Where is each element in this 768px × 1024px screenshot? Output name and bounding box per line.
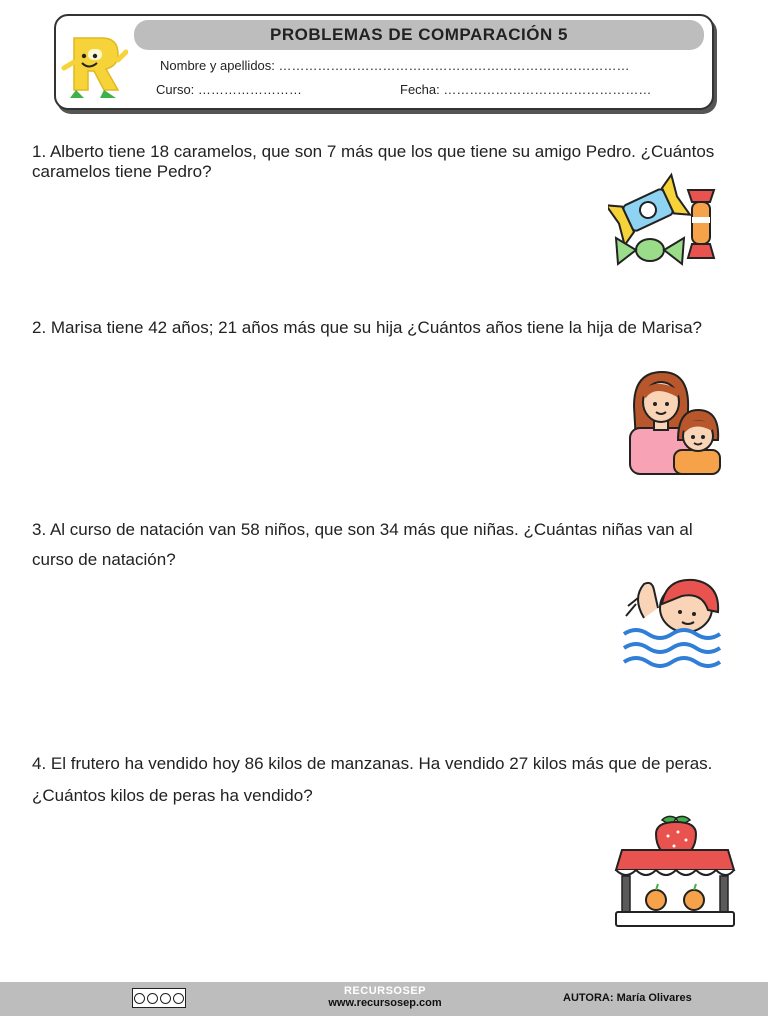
fruit-stand-icon xyxy=(612,814,738,939)
mother-daughter-icon xyxy=(628,370,724,483)
problem-2: 2. Marisa tiene 42 años; 21 años más que su hija ¿Cuántos años tiene la hija de Marisa? xyxy=(32,318,703,337)
swimmer-icon xyxy=(622,574,728,673)
name-field[interactable]: Nombre y apellidos: ……………………………………………………………………… xyxy=(160,58,630,73)
page-footer xyxy=(0,982,768,1016)
letter-r-mascot-icon xyxy=(60,30,128,102)
problem-1: 1. Alberto tiene 18 caramelos, que son 7 más que los que tiene su amigo Pedro. ¿Cuántos caramelos tiene Pedro? xyxy=(32,142,715,181)
creative-commons-icon xyxy=(132,988,186,1008)
course-field[interactable]: Curso: …………………… xyxy=(156,82,302,97)
worksheet-title: PROBLEMAS DE COMPARACIÓN 5 xyxy=(134,20,704,50)
problem-4: 4. El frutero ha vendido hoy 86 kilos de manzanas. Ha vendido 27 kilos más que de peras. ¿Cuántos kilos de peras ha vendido? xyxy=(32,754,713,805)
worksheet-header xyxy=(54,14,714,110)
footer-website-link[interactable]: www.recursosep.com xyxy=(328,997,442,1009)
footer-author: AUTORA: María Olivares xyxy=(563,992,692,1004)
date-field[interactable]: Fecha: ………………………………………… xyxy=(400,82,652,97)
footer-brand: RECURSOSEP xyxy=(343,985,427,997)
problem-3: 3. Al curso de natación van 58 niños, que son 34 más que niñas. ¿Cuántas niñas van al curso de natación? xyxy=(32,520,693,569)
candy-icon xyxy=(608,172,720,275)
